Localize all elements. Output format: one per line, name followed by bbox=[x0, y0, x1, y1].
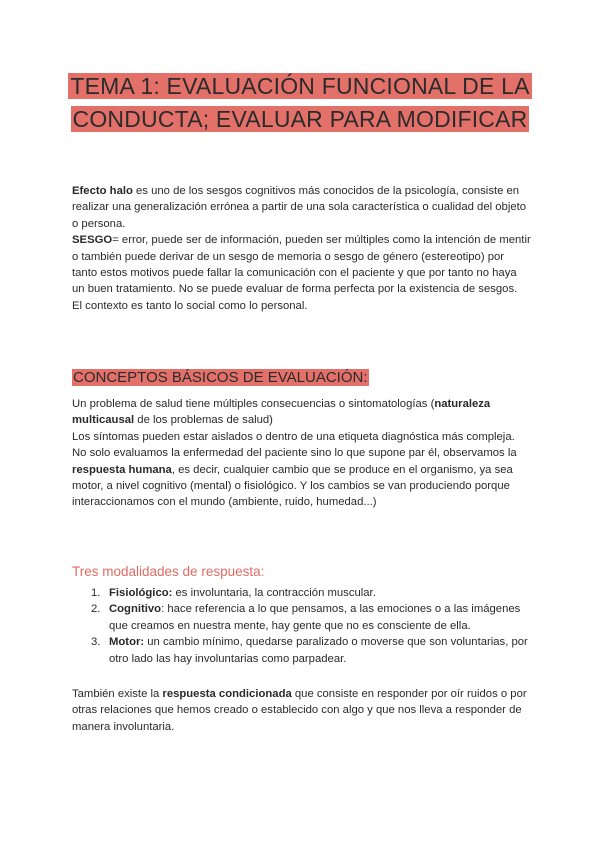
list-item bbox=[72, 601, 532, 634]
sesgo-term: SESGO bbox=[72, 234, 113, 247]
p3-text-b: , es decir, cualquier cambio que se produce en el organismo, ya sea motor, a nivel cognitivo (mental) o fisiológico. Y los cambios se van produciendo porque interaccionamos con el mundo (ambiente, ruido, humedad...) bbox=[72, 463, 513, 509]
section1-paragraph-2: Los síntomas pueden estar aislados o dentro de una etiqueta diagnóstica más compleja. bbox=[72, 430, 515, 443]
list-item-term: Motor: bbox=[109, 636, 145, 649]
efecto-halo-text: es uno de los sesgos cognitivos más conocidos de la psicología, consiste en realizar una generalización errónea a partir de una sola característica o cualidad del objeto o persona. bbox=[72, 185, 527, 230]
list-item bbox=[72, 634, 532, 667]
list-item-text: un cambio mínimo, quedarse paralizado o moverse que son voluntarias, por otro lado las hay involuntarias como parpadear. bbox=[109, 636, 528, 665]
list-item-term: Fisiológico: bbox=[109, 587, 173, 599]
list-item-number: 3. bbox=[91, 636, 101, 649]
subsection-heading: Tres modalidades de respuesta: bbox=[72, 564, 265, 579]
sesgo-text: = error, puede ser de información, pueden ser múltiples como la intención de mentir o también puede derivar de un sesgo de memoria o sesgo de género (estereotipo) por tanto estos motivos puede fallar la comunicación con el paciente y que por tanto no haya un buen tratamiento. No se puede evaluar de forma perfecta por la existencia de sesgos. bbox=[72, 234, 531, 296]
list-item-text: es involuntaria, la contracción muscular. bbox=[172, 587, 376, 599]
page-title bbox=[60, 70, 540, 136]
p1-text-a: Un problema de salud tiene múltiples consecuencias o sintomatologías ( bbox=[72, 398, 435, 410]
closing-text bbox=[72, 686, 532, 735]
list-item-text: : hace referencia a lo que pensamos, a las emociones o a las imágenes que creamos en nuestra mente, hay gente que no es consciente de ella. bbox=[109, 603, 521, 632]
section-heading bbox=[72, 368, 369, 388]
section-heading-text: CONCEPTOS BÁSICOS DE EVALUACIÓN: bbox=[73, 369, 368, 386]
page-title-text: TEMA 1: EVALUACIÓN FUNCIONAL DE LA CONDUCTA; EVALUAR PARA MODIFICAR bbox=[70, 73, 530, 132]
p3-bold: respuesta humana bbox=[72, 463, 172, 476]
list-item bbox=[72, 585, 532, 601]
efecto-halo-term: Efecto halo bbox=[72, 185, 133, 197]
closing-text-a: También existe la bbox=[72, 688, 163, 700]
closing-text-b: que consiste en responder por oír ruidos o por otras relaciones que hemos creado o establecido con algo y que nos lleva a responder de manera involuntaria. bbox=[72, 688, 527, 733]
section1-paragraph-3 bbox=[72, 445, 532, 511]
section1-paragraph-1 bbox=[72, 396, 532, 429]
closing-bold: respuesta condicionada bbox=[162, 688, 292, 700]
list-item-number: 2. bbox=[91, 603, 101, 616]
intro-block bbox=[72, 183, 532, 314]
efecto-halo-paragraph bbox=[72, 183, 532, 232]
p1-text-b: de los problemas de salud) bbox=[134, 414, 273, 427]
sesgo-paragraph bbox=[72, 232, 532, 298]
list-item-number: 1. bbox=[91, 587, 101, 599]
section1-body bbox=[72, 396, 532, 511]
closing-paragraph bbox=[72, 686, 532, 735]
contexto-paragraph: El contexto es tanto lo social como lo personal. bbox=[72, 299, 308, 312]
p1-bold: naturaleza multicausal bbox=[72, 398, 491, 427]
response-modalities-list bbox=[72, 585, 532, 667]
p3-text-a: No solo evaluamos la enfermedad del paciente sino lo que supone par él, observamos la bbox=[72, 447, 517, 460]
list-item-term: Cognitivo bbox=[109, 603, 162, 616]
